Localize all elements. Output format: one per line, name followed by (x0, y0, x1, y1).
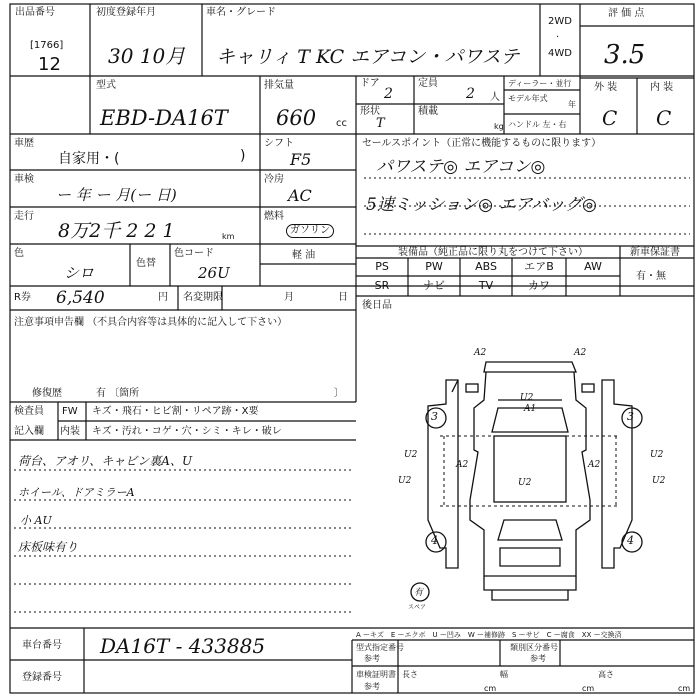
mileage-value: 8万2千 2 2 1 (58, 220, 175, 242)
inspector-naisou-text: キズ・汚れ・コゲ・穴・シミ・キレ・破レ (92, 426, 282, 437)
mark-u2-left-1: U2 (404, 450, 418, 460)
name-change-label: 名変期限 (183, 292, 223, 303)
mark-u2-right-2: U2 (652, 476, 666, 486)
doors-label: ドア (360, 78, 380, 89)
recycle-value: 6,540 (56, 288, 105, 308)
model-year-label: モデル年式 (508, 94, 548, 103)
first-reg-label: 初度登録年月 (96, 7, 156, 18)
capacity-unit: 人 (490, 92, 500, 103)
inspector-label-1: 検査員 (14, 406, 44, 417)
equip-airbag: エアB (524, 260, 554, 273)
later-label: 後日品 (362, 300, 392, 311)
mark-a2-top-right: A2 (574, 348, 587, 358)
width-cm: cm (582, 684, 595, 693)
new-car-label: 新車保証書 (630, 247, 680, 258)
class-ref: 参考 (530, 654, 546, 663)
inspector-label-2: 記入欄 (14, 426, 44, 437)
cert-doc-ref: 参考 (364, 682, 380, 691)
color-label: 色 (14, 248, 24, 259)
remark-4: 床板味有り (18, 540, 79, 554)
shift-value: F5 (290, 150, 312, 169)
wheel-mark-3-right: 3 (627, 410, 634, 423)
shape-value: T (376, 116, 385, 131)
handle-label: ハンドル 左・右 (508, 120, 567, 129)
reg-label: 登録番号 (22, 672, 62, 683)
equip-sr: SR (374, 279, 390, 292)
exterior-label: 外 装 (594, 82, 618, 93)
length-cm: cm (484, 684, 497, 693)
displacement-label: 排気量 (264, 80, 294, 91)
remark-2: ホイール、ドアミラーA (18, 486, 135, 499)
shape-label: 形状 (360, 106, 380, 117)
equip-aw: AW (584, 260, 602, 273)
fuel-gas: ガソリン (286, 224, 334, 238)
year-unit: 年 (568, 100, 576, 109)
class-label: 類別区分番号 (510, 643, 558, 652)
fuel-light: 軽 油 (292, 250, 316, 261)
chassis-value: DA16T - 433885 (100, 634, 266, 658)
drive-4wd: 4WD (548, 48, 572, 59)
doors-value: 2 (384, 86, 393, 102)
load-label: 積載 (418, 106, 438, 117)
equipment-label: 装備品（純正品に限り丸をつけて下さい） (398, 247, 588, 258)
history-close: ) (240, 148, 246, 164)
model-value: EBD-DA16T (100, 106, 228, 130)
rating-label: 評 価 点 (608, 8, 645, 19)
wheel-mark-4-right: 4 (627, 534, 634, 547)
new-car-value: 有・無 (636, 271, 666, 282)
mark-u2-left-2: U2 (398, 476, 412, 486)
chassis-label: 車台番号 (22, 640, 62, 651)
recycle-unit: 円 (158, 292, 168, 303)
inspector-naisou: 内装 (60, 426, 80, 437)
repair-label: 修復歴 (32, 388, 62, 399)
lot-number: 12 (38, 54, 61, 75)
rating-value: 3.5 (604, 40, 646, 70)
ac-label: 冷房 (264, 174, 284, 185)
displacement-value: 660 (276, 106, 317, 130)
equip-leather: カワ (528, 279, 550, 292)
mileage-unit: km (222, 232, 235, 241)
equip-abs: ABS (475, 260, 497, 273)
mark-a2-top-left: A2 (474, 348, 487, 358)
capacity-label: 定員 (418, 78, 438, 89)
spare-mark: 有 (414, 588, 424, 598)
mark-a2-left: A2 (456, 460, 469, 470)
history-label: 車歴 (14, 138, 34, 149)
remark-3: 小 AU (20, 514, 52, 527)
repair-close: 〕 (334, 388, 344, 399)
mark-u2-bed: U2 (518, 478, 532, 488)
selling-point-1: パワステ◎ エアコン◎ (376, 157, 546, 177)
inspection-value: ー 年 ー 月(ー 日) (56, 186, 177, 204)
mileage-label: 走行 (14, 211, 34, 222)
mark-a2-right: A2 (588, 460, 601, 470)
recycle-label: R券 (14, 292, 31, 303)
exterior-value: C (602, 106, 618, 130)
fuel-label: 燃料 (264, 211, 284, 222)
load-unit: kg (494, 122, 504, 131)
name-label: 車名・グレード (206, 7, 276, 18)
displacement-unit: cc (336, 118, 347, 129)
equip-navi: ナビ (423, 279, 445, 292)
color-code-label: 色コード (174, 248, 214, 259)
equip-pw: PW (425, 260, 443, 273)
history-value: 自家用・( (58, 151, 120, 167)
length-label: 長さ (402, 670, 418, 679)
inspector-fw-text: キズ・飛石・ヒビ割・リペア跡・X要 (92, 406, 259, 417)
first-reg-value: 30 10月 (108, 44, 186, 68)
equip-ps: PS (375, 260, 389, 273)
legend-codes: A ーキズ E ーエクボ U ー凹み W ー補修跡 S ーサビ C ー腐食 XX ー交換済 (356, 631, 622, 639)
lot-label: 出品番号 (15, 7, 55, 18)
mark-u2-cab: U2 (520, 393, 534, 403)
height-label: 高さ (598, 670, 614, 679)
equip-tv: TV (478, 279, 494, 292)
selling-points-label: セールスポイント（正常に機能するものに限ります） (362, 138, 602, 149)
selling-point-2: 5速ミッション◎ エアバッグ◎ (366, 195, 597, 215)
spare-label: スペア (408, 604, 427, 611)
inspection-label: 車検 (14, 174, 34, 185)
mark-a1: A1 (524, 404, 537, 414)
wheel-mark-4-left: 4 (431, 534, 438, 547)
notes-label: 注意事項申告欄 （不具合内容等は具体的に記入して下さい） (14, 317, 288, 328)
color-change-label: 色替 (136, 258, 156, 269)
height-cm: cm (678, 684, 691, 693)
cert-doc-label: 車検証明書 (356, 670, 396, 679)
name-value: キャリィ T KC エアコン・パワステ (216, 46, 520, 68)
name-change-day: 日 (338, 292, 348, 303)
width-label: 幅 (500, 670, 508, 679)
wheel-mark-3-left: 3 (431, 410, 438, 423)
lot-sub: [1766] (30, 40, 64, 51)
model-label: 型式 (96, 80, 116, 91)
remark-1: 荷台、アオリ、キャビン裏A、U (18, 454, 193, 468)
mark-u2-right-1: U2 (650, 450, 664, 460)
drive-2wd: 2WD (548, 16, 572, 27)
color-value: シロ (64, 264, 95, 282)
dealer-label: ディーラー・並行 (508, 79, 572, 88)
interior-value: C (656, 106, 672, 130)
inspector-fw: FW (62, 406, 78, 417)
ac-value: AC (288, 186, 312, 205)
shift-label: シフト (264, 138, 294, 149)
repair-value: 有 〔箇所 (96, 388, 140, 399)
color-code-value: 26U (198, 264, 230, 282)
capacity-value: 2 (466, 86, 475, 102)
form-cert-label: 型式指定番号 (356, 643, 404, 652)
form-cert-ref: 参考 (364, 654, 380, 663)
interior-label: 内 装 (650, 82, 674, 93)
name-change-month: 月 (284, 292, 294, 303)
